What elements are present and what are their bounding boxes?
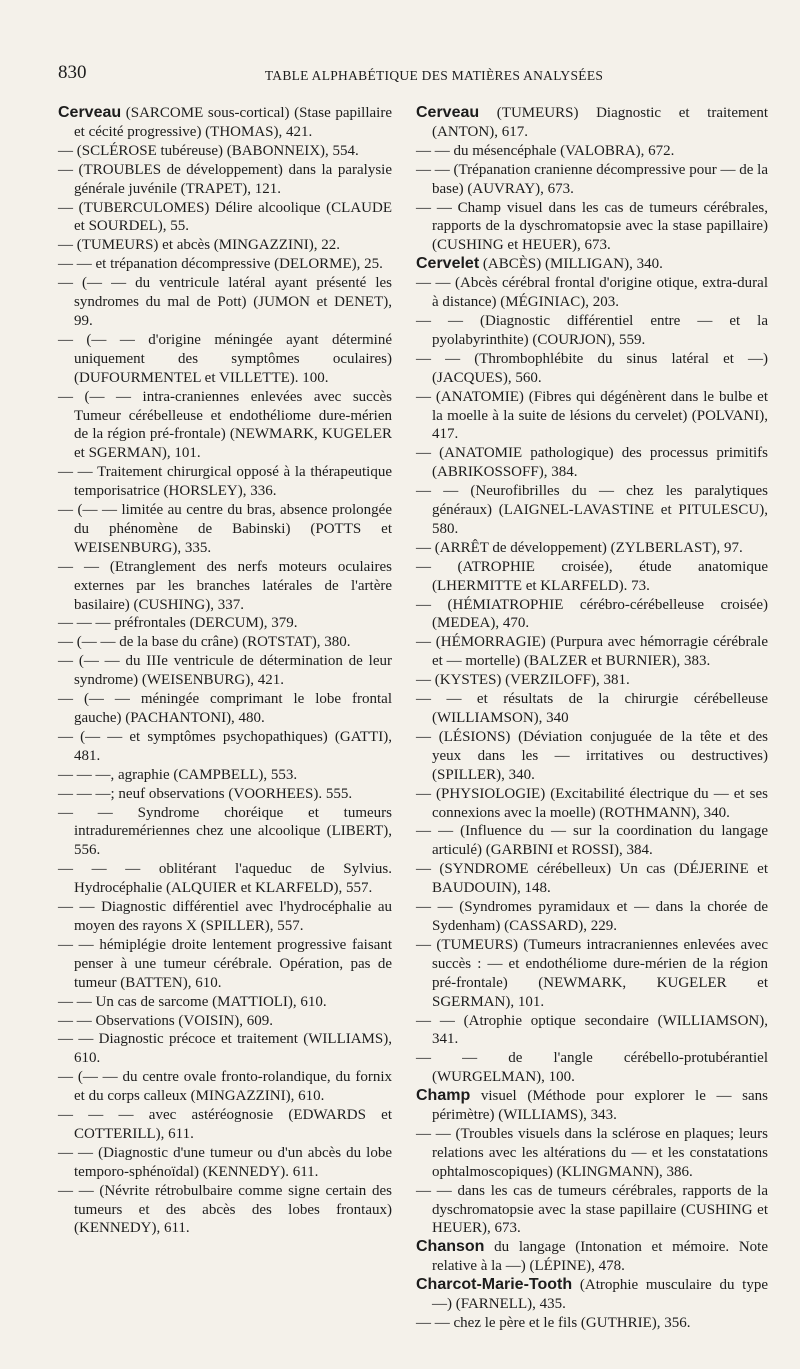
index-entry [416, 444, 768, 482]
index-entry-text: — — dans les cas de tumeurs cérébrales, rapports de la dyschromatopsie avec la stase papillaire (CUSHING et HEUER), 673. [416, 1182, 768, 1237]
index-entry-text: — (PHYSIOLOGIE) (Excitabilité électrique du — et ses connexions avec la moelle) (ROTHMANN), 340. [416, 785, 768, 821]
index-entry [58, 1068, 392, 1106]
index-entry [58, 690, 392, 728]
index-entry [416, 633, 768, 671]
index-headword: Cervelet [416, 255, 480, 273]
index-entry-text: — (— — d'origine méningée ayant déterminé uniquement des symptômes oculaires) (DUFOURMENTEL et VILLETTE). 100. [58, 331, 392, 386]
index-entry-text: — (— — limitée au centre du bras, absence prolongée du phénomène de Babinski) (POTTS et WEISENBURG), 335. [58, 502, 392, 556]
index-entry-text: — — (Influence du — sur la coordination du langage articulé) (GARBINI et ROSSI), 384. [416, 823, 768, 859]
index-entry-text: (TUMEURS) Diagnostic et traitement (ANTON), 617. [432, 105, 768, 140]
index-entry [58, 993, 392, 1012]
index-entry-text: — (HÉMIATROPHIE cérébro-cérébelleuse croisée) (MEDEA), 470. [416, 596, 768, 632]
index-entry [416, 312, 768, 350]
index-entry-text: — (— — du ventricule latéral ayant présenté les syndromes du mal de Pott) (JUMON et DENET), 99. [58, 275, 392, 329]
index-entry-text: — (KYSTES) (VERZILOFF), 381. [416, 672, 630, 689]
index-entry-text: — — (Troubles visuels dans la sclérose en plaques; leurs relations avec les altérations du — et les constatations ophtalmoscopiques) (KLINGMANN), 386. [416, 1125, 768, 1180]
index-entry-text: — — (Atrophie optique secondaire (WILLIAMSON), 341. [416, 1012, 768, 1048]
index-entry [416, 785, 768, 823]
index-entry-text: — — (Abcès cérébral frontal d'origine otique, extra-dural à distance) (MÉGINIAC), 203. [416, 275, 768, 311]
index-entry-text: — — (Névrite rétrobulbaire comme signe certain des tumeurs et des abcès des lobes frontaux) (KENNEDY), 611. [58, 1182, 392, 1237]
index-entry-text: — — du mésencéphale (VALOBRA), 672. [416, 142, 675, 159]
index-entry-text: — — —, agraphie (CAMPBELL), 553. [58, 766, 298, 783]
index-entry-text: — — et résultats de la chirurgie cérébelleuse (WILLIAMSON), 340 [416, 691, 768, 726]
index-entry [416, 1182, 768, 1239]
index-entry [416, 199, 768, 256]
index-entry-text: — — chez le père et le fils (GUTHRIE), 356. [416, 1315, 691, 1331]
index-entry [58, 104, 392, 142]
index-entry-text: — (TUMEURS) et abcès (MINGAZZINI), 22. [58, 237, 341, 254]
index-entry [416, 936, 768, 1012]
index-entry-text: — (— — de la base du crâne) (ROTSTAT), 380. [58, 634, 351, 651]
index-entry [58, 898, 392, 936]
index-entry [58, 804, 392, 861]
index-column-right [416, 104, 768, 1333]
index-entry [58, 1106, 392, 1144]
index-entry [416, 161, 768, 199]
index-entry [416, 539, 768, 558]
index-entry [416, 822, 768, 860]
index-entry [58, 1144, 392, 1182]
index-entry-text: — — Syndrome choréique et tumeurs intraduremériennes chez une alcoolique (LIBERT), 556. [58, 804, 392, 859]
index-entry-text: — (SYNDROME cérébelleux) Un cas (DÉJERINE et BAUDOUIN), 148. [416, 861, 768, 897]
index-entry [416, 558, 768, 596]
index-entry [58, 463, 392, 501]
index-entry [58, 633, 392, 652]
index-entry [416, 1012, 768, 1050]
index-entry [58, 388, 392, 464]
index-entry-text: — (HÉMORRAGIE) (Purpura avec hémorragie cérébrale et — mortelle) (BALZER et BURNIER), 383. [416, 634, 768, 670]
index-entry [416, 596, 768, 634]
index-entry-text: — — (Syndromes pyramidaux et — dans la chorée de Sydenham) (CASSARD), 229. [416, 899, 768, 934]
index-entry-text: — (— — et symptômes psychopathiques) (GATTI), 481. [58, 728, 392, 764]
index-headword: Champ [416, 1087, 471, 1105]
index-entry [416, 690, 768, 728]
index-entry-text: — — (Trépanation cranienne décompressive pour — de la base) (AUVRAY), 673. [416, 161, 768, 197]
index-headword: Cerveau [416, 104, 480, 121]
index-entry [416, 104, 768, 142]
page-header [58, 62, 770, 88]
index-entry-text: visuel (Méthode pour explorer le — sans périmètre) (WILLIAMS), 343. [432, 1088, 768, 1124]
index-entry [416, 1049, 768, 1087]
index-entry [416, 350, 768, 388]
index-entry-text: — — — préfrontales (DERCUM), 379. [58, 615, 298, 632]
index-column-left [58, 104, 392, 1238]
index-entry [58, 614, 392, 633]
index-entry-text: — (TUMEURS) (Tumeurs intracraniennes enlevées avec succès : — et endothéliome dure-mérien de la région pré-frontale) (NEWMARK, KUGELER et SGERMAN), 101. [416, 936, 768, 1010]
index-entry [416, 728, 768, 785]
index-entry-text: — — (Diagnostic d'une tumeur ou d'un abcès du lobe temporo-sphénoïdal) (KENNEDY). 611. [58, 1144, 392, 1180]
index-entry [58, 766, 392, 785]
index-entry-text: — — hémiplégie droite lentement progressive faisant penser à une tumeur cérébrale. Opération, pas de tumeur (BATTEN), 610. [58, 936, 392, 991]
index-entry [58, 860, 392, 898]
index-entry [58, 1182, 392, 1239]
index-entry [58, 652, 392, 690]
index-entry-text: — (ATROPHIE croisée), étude anatomique (LHERMITTE et KLARFELD). 73. [416, 558, 768, 594]
index-entry [58, 1030, 392, 1068]
index-entry-text: — — (Etranglement des nerfs moteurs oculaires externes par les branches latérales de l'artère basilaire) (CUSHING), 337. [58, 558, 392, 613]
index-entry-text: — (ANATOMIE) (Fibres qui dégénèrent dans le bulbe et la moelle à la suite de lésions du cervelet) (POLVANI), 417. [416, 388, 768, 443]
index-entry-text: — (LÉSIONS) (Déviation conjuguée de la tête et des yeux dans les — irritatives ou destructives) (SPILLER), 340. [416, 728, 768, 783]
index-entry-text: (SARCOME sous-cortical) (Stase papillaire et cécité progressive) (THOMAS), 421. [74, 105, 392, 140]
index-entry [58, 199, 392, 237]
index-entry-text: — (SCLÉROSE tubéreuse) (BABONNEIX), 554. [58, 142, 359, 159]
index-entry [416, 255, 768, 274]
index-entry [416, 1125, 768, 1182]
index-entry [416, 482, 768, 539]
page-number: 830 [58, 62, 87, 83]
index-entry-text: (Atrophie musculaire du type —) (FARNELL), 435. [432, 1277, 768, 1313]
index-entry [416, 1087, 768, 1125]
index-headword: Cerveau [58, 104, 122, 121]
index-entry-text: — — — avec astéréognosie (EDWARDS et COTTERILL), 611. [58, 1107, 392, 1142]
index-headword: Charcot-Marie-Tooth [416, 1276, 573, 1294]
index-entry-text: — — Un cas de sarcome (MATTIOLI), 610. [58, 993, 327, 1010]
index-entry-text: — (TUBERCULOMES) Délire alcoolique (CLAUDE et SOURDEL), 55. [58, 199, 392, 235]
index-entry [416, 1238, 768, 1276]
index-entry-text: — — — oblitérant l'aqueduc de Sylvius. Hydrocéphalie (ALQUIER et KLARFELD), 557. [58, 861, 392, 897]
index-entry [58, 255, 392, 274]
index-entry [58, 331, 392, 388]
index-entry [416, 898, 768, 936]
index-entry-text: — — (Thrombophlébite du sinus latéral et —) (JACQUES), 560. [416, 350, 768, 386]
index-entry-text: — — Diagnostic précoce et traitement (WILLIAMS), 610. [58, 1031, 392, 1067]
index-entry [416, 860, 768, 898]
index-entry [58, 785, 392, 804]
index-entry [58, 274, 392, 331]
index-entry-text: — — Traitement chirurgical opposé à la thérapeutique temporisatrice (HORSLEY), 336. [58, 464, 392, 500]
index-entry [58, 501, 392, 558]
index-entry-text: — (ANATOMIE pathologique) des processus primitifs (ABRIKOSSOFF), 384. [416, 445, 768, 481]
index-entry [416, 1276, 768, 1314]
index-entry [58, 142, 392, 161]
index-entry-text: — — (Neurofibrilles du — chez les paralytiques généraux) (LAIGNEL-LAVASTINE et PITULESCU), 580. [416, 483, 768, 537]
index-entry-text: du langage (Intonation et mémoire. Note relative à la —) (LÉPINE), 478. [432, 1239, 768, 1275]
index-entry [58, 161, 392, 199]
index-entry [416, 388, 768, 445]
index-entry-text: — (— — méningée comprimant le lobe frontal gauche) (PACHANTONI), 480. [58, 691, 392, 726]
index-entry-text: (ABCÈS) (MILLIGAN), 340. [479, 256, 663, 273]
running-title: TABLE ALPHABÉTIQUE DES MATIÈRES ANALYSÉES [264, 68, 604, 83]
index-entry [416, 142, 768, 161]
index-entry-text: — — Observations (VOISIN), 609. [58, 1012, 273, 1029]
index-entry-text: — (— — intra-craniennes enlevées avec succès Tumeur cérébelleuse et endothéliome dure-mérien de la région pré-frontale) (NEWMARK, KUGELER et SGERMAN), 101. [58, 388, 392, 462]
index-entry-text: — — —; neuf observations (VOORHEES). 555. [58, 785, 353, 802]
index-entry-text: — — (Diagnostic différentiel entre — et la pyolabyrinthite) (COURJON), 559. [416, 312, 768, 348]
index-entry-text: — — Diagnostic différentiel avec l'hydrocéphalie au moyen des rayons X (SPILLER), 557. [58, 899, 392, 934]
index-entry [416, 1314, 768, 1333]
index-entry [58, 236, 392, 255]
index-entry-text: — (— — du centre ovale fronto-rolandique, du fornix et du corps calleux (MINGAZZINI), 610. [58, 1069, 392, 1105]
index-entry [58, 1012, 392, 1031]
index-entry-text: — (TROUBLES de développement) dans la paralysie générale juvénile (TRAPET), 121. [58, 161, 392, 197]
index-entry [416, 274, 768, 312]
index-entry [58, 558, 392, 615]
index-entry-text: — (— — du IIIe ventricule de détermination de leur syndrome) (WEISENBURG), 421. [58, 653, 392, 689]
index-entry-text: — (ARRÊT de développement) (ZYLBERLAST), 97. [416, 539, 743, 556]
index-entry [416, 671, 768, 690]
index-headword: Chanson [416, 1238, 485, 1256]
index-entry-text: — — Champ visuel dans les cas de tumeurs cérébrales, rapports de la dyschromatopsie avec la stase papillaire) (CUSHING et HEUER), 673. [416, 199, 768, 254]
index-entry [58, 728, 392, 766]
index-entry-text: — — et trépanation décompressive (DELORME), 25. [58, 256, 383, 273]
index-entry [58, 936, 392, 993]
index-entry-text: — — de l'angle cérébello-protubérantiel (WURGELMAN), 100. [416, 1050, 768, 1086]
